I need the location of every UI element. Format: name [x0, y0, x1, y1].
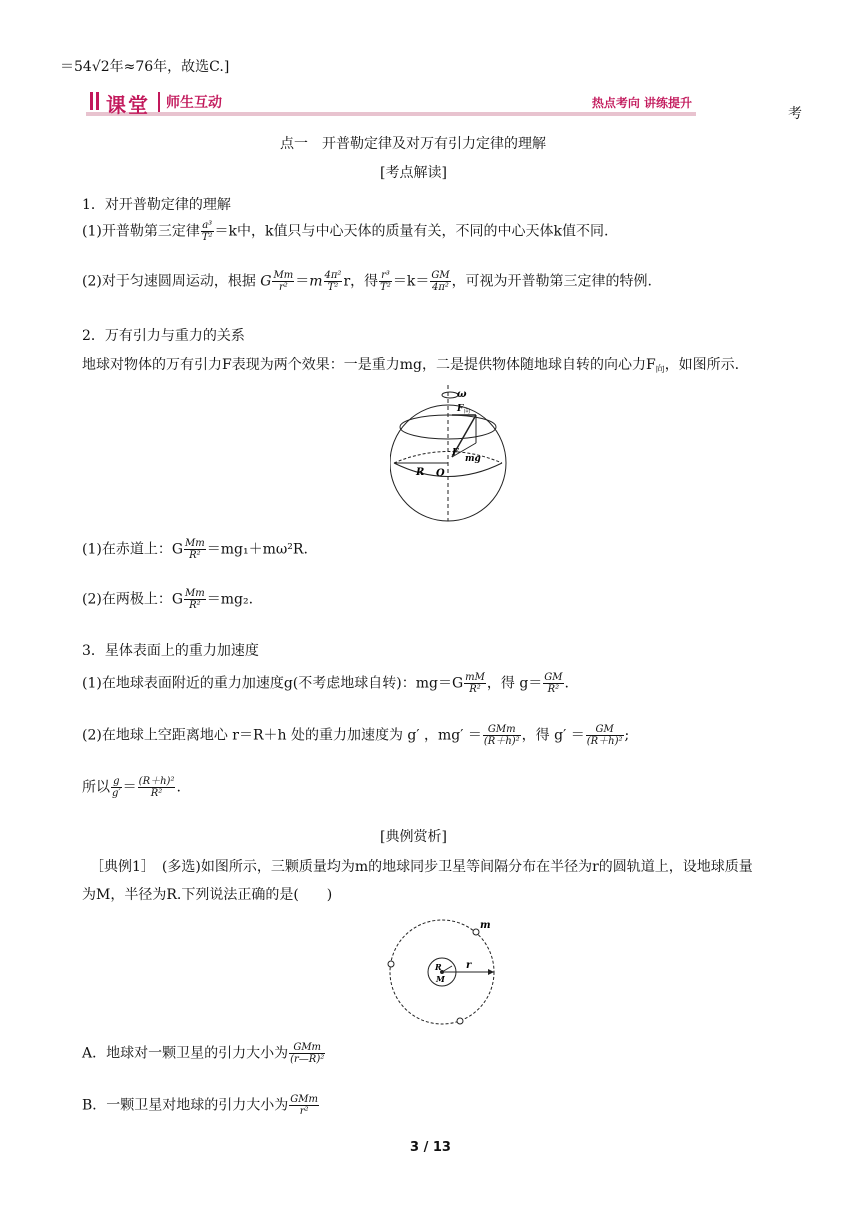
fraction: $\frac{Mm}{\text{r²}}$ [273, 270, 294, 293]
omega-label: ω [457, 389, 467, 400]
mass-label: M [436, 974, 445, 984]
text: (1)开普勒第三定律 [82, 223, 200, 240]
fraction: $\frac{\text{a³}}{\text{T²}}$ [201, 220, 213, 243]
orbit-r-label: r [466, 960, 472, 971]
paragraph-4: (1)在赤道上：G $\frac{Mm}{\text{R²}}$ ＝mg₁＋mω²R. [82, 538, 308, 561]
satellite-orbit-figure [384, 914, 504, 1034]
earth-gravity-figure [390, 385, 530, 525]
paragraph-2: (2)对于匀速圆周运动，根据 G $\frac{Mm}{\text{r²}}$ ＝m $\frac{\text{4π²}}{\text{T²}}$ r，得 $\frac{\text{r³}}{\text{T²}}$ ＝k＝ $\frac{GM}{\text{4π²}}$ ，可视为开普勒第三定律的特例. [82, 270, 653, 293]
text: (2)对于匀速圆周运动，根据 [82, 273, 256, 290]
fraction: $\frac{g}{g'}$ [112, 776, 121, 799]
fraction: $\frac{\text{GMm}}{\text{(R＋h)²}}$ [483, 724, 520, 747]
banner-tick [90, 92, 93, 110]
fraction: $\frac{\text{GMm}}{\text{r²}}$ [290, 1094, 319, 1117]
banner-divider [158, 92, 160, 112]
m-label: m [480, 920, 491, 931]
side-char: 考 [788, 106, 802, 122]
example-line-2: 为M，半径为R.下列说法正确的是( ) [82, 887, 333, 903]
paragraph-8: 所以 $\frac{g}{g'}$ ＝ $\frac{\text{(R＋h)²}}{\text{R²}}$ . [82, 776, 181, 799]
paragraph-3: 地球对物体的万有引力F表现为两个效果：一是重力mg，二是提供物体随地球自转的向心力$F_向$，如图所示. [82, 357, 740, 375]
heading-1: 1．对开普勒定律的理解 [82, 197, 231, 213]
paragraph-1 [82, 220, 608, 243]
banner-right-text: 热点考向 讲练提升 [591, 96, 692, 110]
fraction: $\frac{\text{(R＋h)²}}{\text{R²}}$ [138, 776, 175, 799]
fraction: $\frac{Mm}{\text{R²}}$ [185, 538, 205, 561]
page-number: 3 / 13 [410, 1140, 451, 1155]
fraction: $\frac{Mm}{\text{R²}}$ [185, 588, 205, 611]
f-dir-label: F [457, 404, 464, 414]
fraction: $\frac{mM}{\text{R²}}$ [465, 672, 485, 695]
f-label: F [452, 448, 459, 458]
banner-title: 课堂 [106, 93, 150, 117]
fraction: $\frac{\text{r³}}{\text{T²}}$ [380, 270, 391, 293]
f-dir-sub: 向 [464, 408, 471, 415]
banner-underline [86, 112, 696, 116]
r-label: R [416, 467, 425, 478]
option-a: A．地球对一颗卫星的引力大小为 $\frac{\text{GMm}}{\text{(r—R)²}}$ [82, 1042, 325, 1065]
small-r-label: R [435, 962, 442, 972]
paragraph-7: (2)在地球上空距离地心 r＝R＋h 处的重力加速度为 g′ ，mg′ ＝ $\frac{\text{GMm}}{\text{(R＋h)²}}$ ，得 g′ ＝ $\frac{GM}{\text{(R＋h)²}}$ ; [82, 724, 630, 747]
heading-3: 3．星体表面上的重力加速度 [82, 643, 259, 659]
dianli-heading: [典例赏析] [380, 829, 447, 845]
paragraph-5: (2)在两极上：G $\frac{Mm}{\text{R²}}$ ＝mg₂. [82, 588, 254, 611]
section-banner [86, 88, 696, 116]
section-title: 点一 开普勒定律及对万有引力定律的理解 [280, 136, 546, 152]
banner-tick [96, 92, 99, 110]
fraction: $\frac{\text{GMm}}{\text{(r—R)²}}$ [290, 1042, 325, 1065]
option-b: B．一颗卫星对地球的引力大小为 $\frac{\text{GMm}}{\text{r²}}$ [82, 1094, 319, 1117]
fraction: $\frac{GM}{\text{(R＋h)²}}$ [586, 724, 623, 747]
fraction: $\frac{\text{4π²}}{\text{T²}}$ [324, 270, 342, 293]
kaodian-heading: [考点解读] [380, 165, 447, 181]
paragraph-6: (1)在地球表面附近的重力加速度g(不考虑地球自转)：mg＝G $\frac{mM}{\text{R²}}$ ，得 g＝ $\frac{GM}{\text{R²}}$ . [82, 672, 569, 695]
fraction: $\frac{GM}{\text{R²}}$ [544, 672, 563, 695]
top-line: ＝54√2年≈76年，故选C.] [60, 59, 230, 75]
fraction: $\frac{GM}{\text{4π²}}$ [431, 270, 450, 293]
mg-label: mg [465, 454, 481, 464]
banner-subtitle: 师生互动 [166, 95, 222, 111]
example-line-1: ［典例1］ (多选)如图所示，三颗质量均为m的地球同步卫星等间隔分布在半径为r的圆轨道上，设地球质量 [90, 859, 753, 875]
text: ＝k中，k值只与中心天体的质量有关，不同的中心天体k值不同. [214, 223, 609, 240]
o-label: O [436, 468, 445, 479]
heading-2: 2．万有引力与重力的关系 [82, 328, 245, 344]
